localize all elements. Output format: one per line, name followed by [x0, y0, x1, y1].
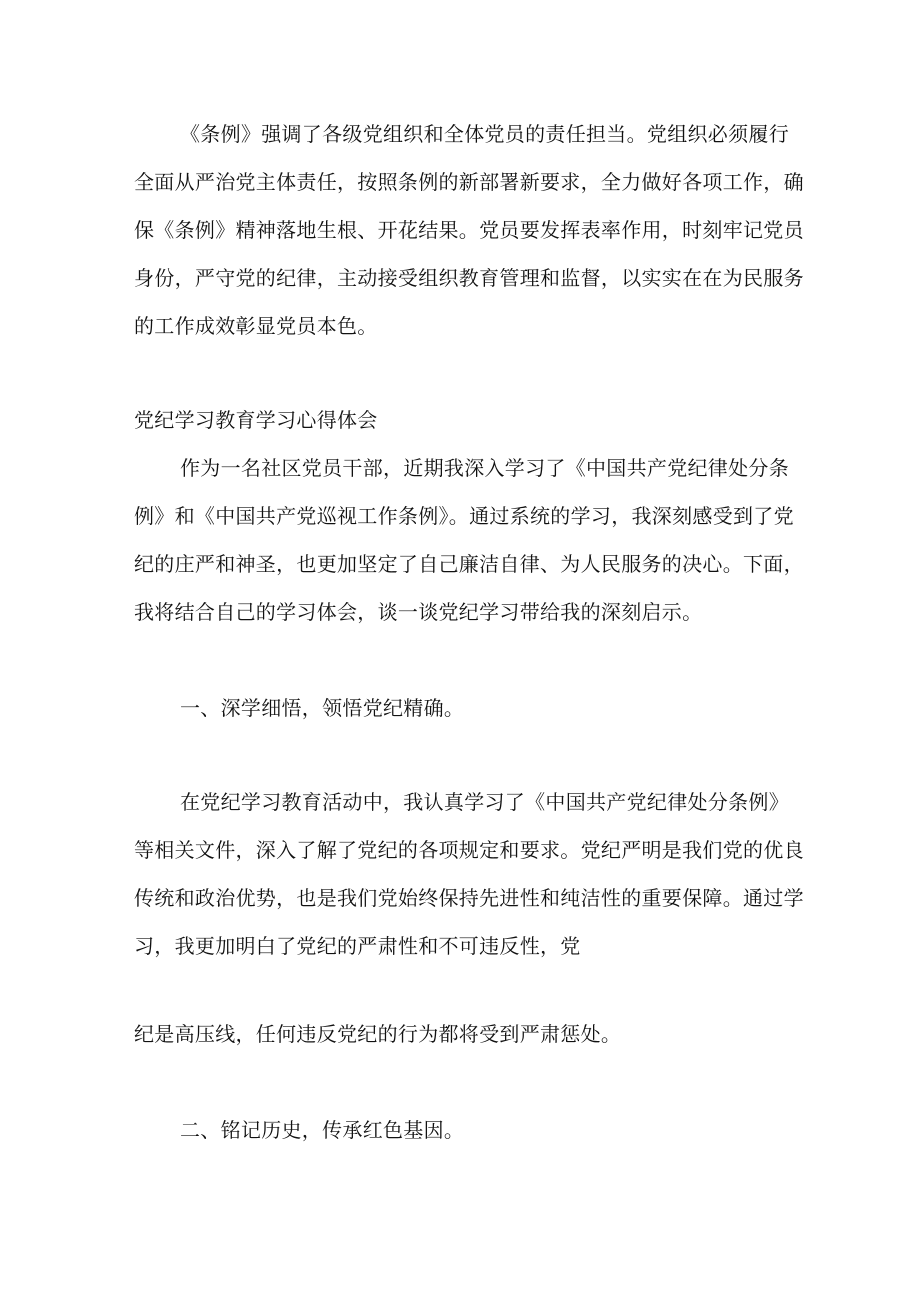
paragraph-3-continuation: 纪是高压线，任何违反党纪的行为都将受到严肃惩处。 — [134, 1022, 622, 1046]
paragraph-1-line-3: 保《条例》精神落地生根、开花结果。党员要发挥表率作用，时刻牢记党员 — [134, 218, 804, 242]
paragraph-1-line-5: 的工作成效彰显党员本色。 — [134, 314, 378, 338]
paragraph-3-line-2: 等相关文件，深入了解了党纪的各项规定和要求。党纪严明是我们党的优良 — [134, 838, 804, 862]
paragraph-3-line-1: 在党纪学习教育活动中，我认真学习了《中国共产党纪律处分条例》 — [180, 790, 789, 814]
section-heading-1: 一、深学细悟，领悟党纪精确。 — [180, 696, 465, 720]
paragraph-3-line-3: 传统和政治优势，也是我们党始终保持先进性和纯洁性的重要保障。通过学 — [134, 886, 804, 910]
paragraph-1-line-4: 身份，严守党的纪律，主动接受组织教育管理和监督，以实实在在为民服务 — [134, 266, 804, 290]
paragraph-2-line-1: 作为一名社区党员干部，近期我深入学习了《中国共产党纪律处分条 — [180, 456, 789, 480]
section-heading-2: 二、铭记历史，传承红色基因。 — [180, 1118, 465, 1142]
paragraph-3-line-4: 习，我更加明白了党纪的严肃性和不可违反性，党 — [134, 934, 581, 958]
paragraph-2-line-2: 例》和《中国共产党巡视工作条例》。通过系统的学习，我深刻感受到了党 — [134, 504, 794, 528]
paragraph-2-line-3: 纪的庄严和神圣，也更加坚定了自己廉洁自律、为人民服务的决心。下面， — [134, 552, 804, 576]
paragraph-1-line-1: 《条例》强调了各级党组织和全体党员的责任担当。党组织必须履行 — [180, 122, 789, 146]
document-title: 党纪学习教育学习心得体会 — [134, 408, 378, 432]
paragraph-1-line-2: 全面从严治党主体责任，按照条例的新部署新要求，全力做好各项工作，确 — [134, 170, 804, 194]
paragraph-2-line-4: 我将结合自己的学习体会，谈一谈党纪学习带给我的深刻启示。 — [134, 600, 703, 624]
